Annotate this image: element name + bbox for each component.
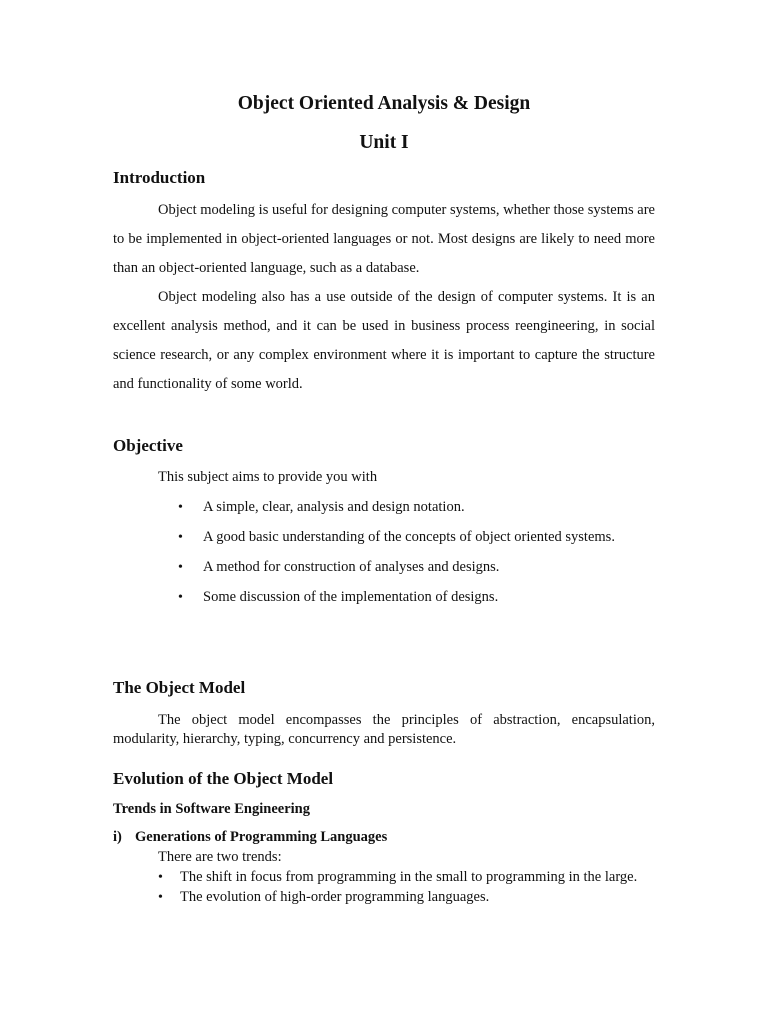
introduction-heading: Introduction	[113, 168, 206, 187]
list-item: • A simple, clear, analysis and design notation.	[158, 493, 655, 522]
list-item: • A method for construction of analyses and designs.	[158, 553, 655, 582]
objective-intro: This subject aims to provide you with	[158, 469, 378, 485]
list-number: i)	[113, 829, 122, 845]
trends-intro: There are two trends:	[158, 849, 282, 865]
bullet-icon: •	[178, 590, 183, 605]
object-model-paragraph: The object model encompasses the principles of abstraction, encapsulation, modularity, hierarchy, typing, concurrency and persistence.	[113, 712, 655, 747]
trends-list	[158, 868, 655, 908]
list-item: • Some discussion of the implementation of designs.	[158, 583, 655, 612]
introduction-paragraph-2: Object modeling also has a use outside of the design of computer systems. It is an excellent analysis method, and it can be used in business process reengineering, in social science research, or any complex environment where it is important to capture the structure and functionality of some world.	[113, 289, 655, 392]
list-item: • The evolution of high-order programming languages.	[158, 889, 490, 905]
bullet-icon: •	[158, 870, 163, 885]
evolution-heading: Evolution of the Object Model	[113, 769, 334, 788]
trends-subheading: Trends in Software Engineering	[113, 801, 310, 817]
introduction-paragraph-1: Object modeling is useful for designing computer systems, whether those systems are to be implemented in object-oriented languages or not. Most designs are likely to need more than an object-oriented language, such as a database.	[113, 202, 655, 276]
list-item: • The shift in focus from programming in the small to programming in the large.	[158, 869, 638, 885]
object-model-heading: The Object Model	[113, 678, 246, 697]
bullet-icon: •	[158, 890, 163, 905]
unit-title: Unit I	[359, 132, 409, 153]
list-item: • A good basic understanding of the concepts of object oriented systems.	[158, 523, 655, 552]
bullet-icon: •	[178, 560, 183, 575]
document-title: Object Oriented Analysis & Design	[237, 93, 531, 114]
objective-heading: Objective	[113, 436, 183, 455]
objective-list	[158, 493, 655, 613]
generations-heading: i) Generations of Programming Languages	[113, 829, 388, 845]
bullet-icon: •	[178, 530, 183, 545]
bullet-icon: •	[178, 500, 183, 515]
